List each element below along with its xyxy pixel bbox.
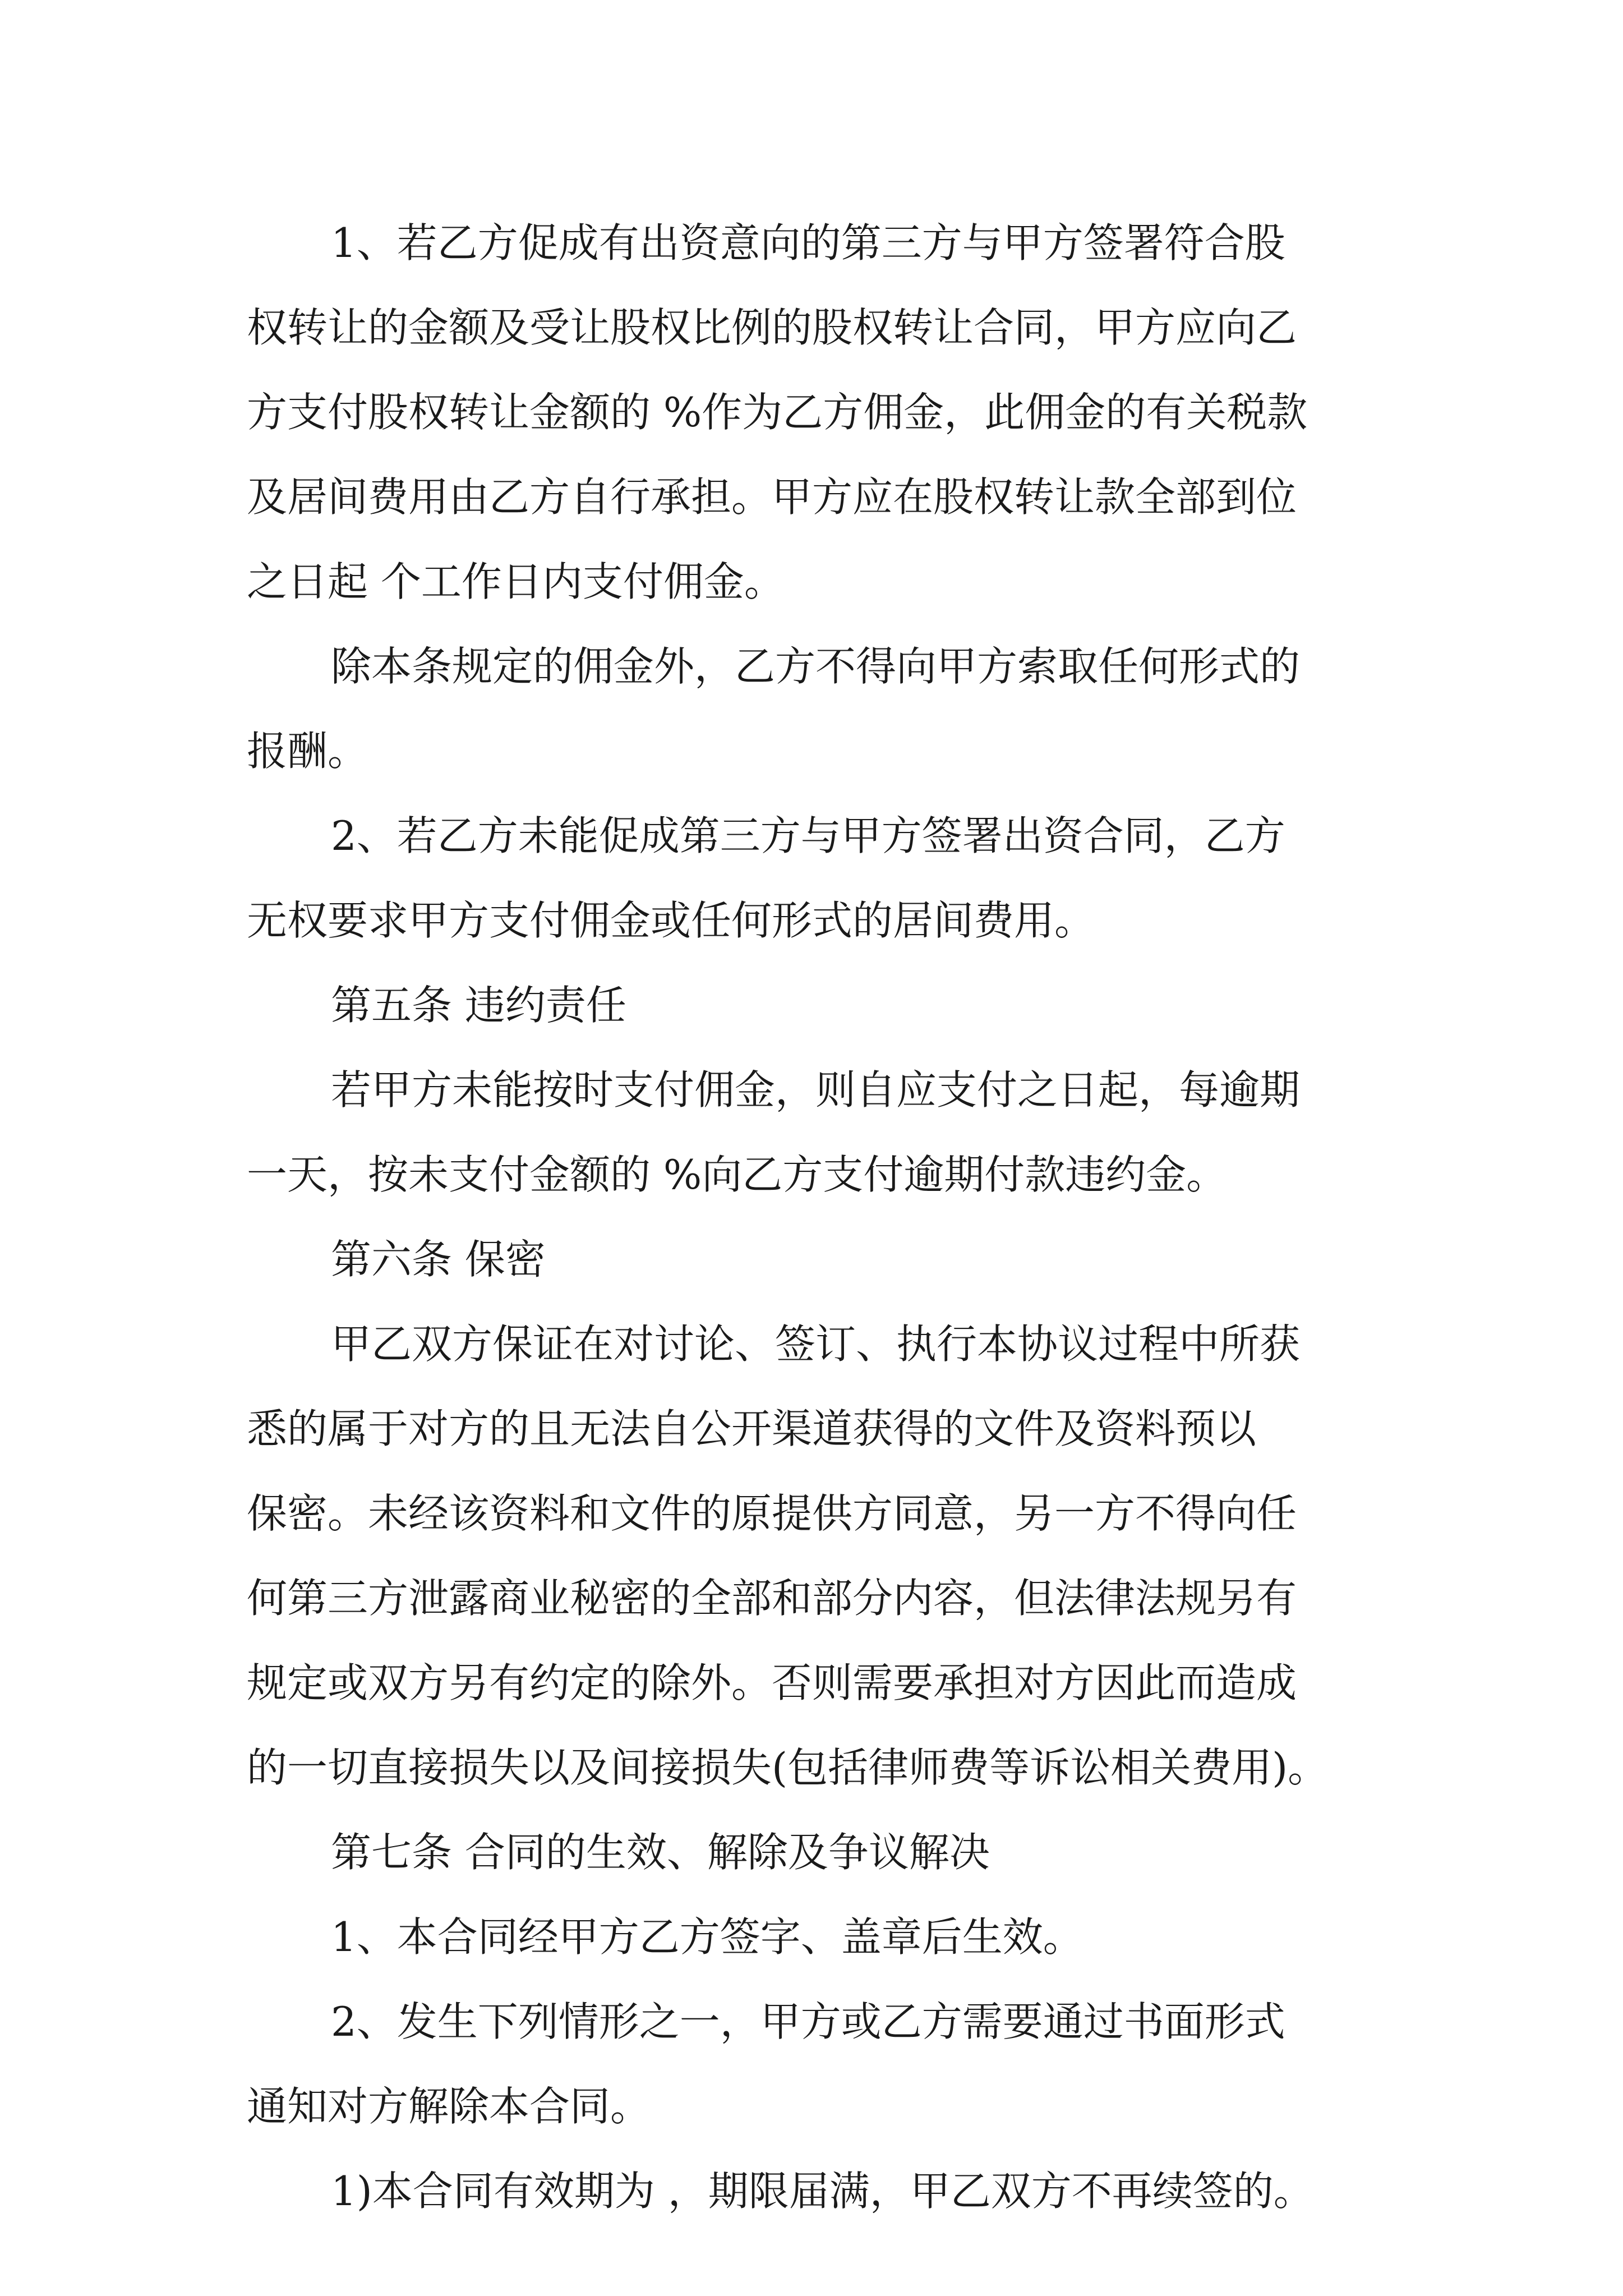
paragraph-effectiveness bbox=[247, 1895, 1380, 1980]
section-heading-article-5 bbox=[247, 963, 1380, 1048]
section-heading: 第七条 合同的生效、解除及争议解决 bbox=[331, 1829, 990, 1876]
text-line: 的一切直接损失以及间接损失(包括律师费等诉讼相关费用)。 bbox=[247, 1744, 1329, 1791]
text-line: 1、本合同经甲方乙方签字、盖章后生效。 bbox=[331, 1913, 1083, 1961]
section-heading: 第五条 违约责任 bbox=[331, 982, 626, 1029]
text-line: 无权要求甲方支付佣金或任何形式的居间费用。 bbox=[247, 897, 1095, 944]
text-line: 悉的属于对方的且无法自公开渠道获得的文件及资料预以 bbox=[247, 1405, 1257, 1452]
document-page bbox=[247, 201, 1380, 2234]
text-line: 一天，按未支付金额的 %向乙方支付逾期付款违约金。 bbox=[247, 1151, 1227, 1198]
text-line: 规定或双方另有约定的除外。否则需要承担对方因此而造成 bbox=[247, 1659, 1297, 1706]
paragraph-termination-conditions bbox=[247, 1980, 1380, 2149]
text-line: 方支付股权转让金额的 %作为乙方佣金，此佣金的有关税款 bbox=[247, 389, 1308, 436]
text-line: 若甲方未能按时支付佣金，则自应支付之日起，每逾期 bbox=[331, 1066, 1301, 1114]
text-line: 2、发生下列情形之一，甲方或乙方需要通过书面形式 bbox=[331, 1998, 1285, 2045]
text-line: 权转让的金额及受让股权比例的股权转让合同，甲方应向乙 bbox=[247, 304, 1297, 351]
text-line: 1、若乙方促成有出资意向的第三方与甲方签署符合股 bbox=[331, 219, 1285, 266]
paragraph-term-expiry bbox=[247, 2149, 1380, 2234]
text-line: 保密。未经该资料和文件的原提供方同意，另一方不得向任 bbox=[247, 1490, 1297, 1537]
text-line: 报酬。 bbox=[247, 728, 368, 775]
text-line: 2、若乙方未能促成第三方与甲方签署出资合同，乙方 bbox=[331, 812, 1285, 859]
paragraph-no-other-remuneration bbox=[247, 624, 1380, 794]
section-heading-article-7 bbox=[247, 1810, 1380, 1895]
text-line: 之日起 个工作日内支付佣金。 bbox=[247, 558, 785, 605]
paragraph-confidentiality bbox=[247, 1302, 1380, 1810]
text-line: 及居间费用由乙方自行承担。甲方应在股权转让款全部到位 bbox=[247, 473, 1297, 521]
paragraph-late-payment-penalty bbox=[247, 1048, 1380, 1217]
text-line: 何第三方泄露商业秘密的全部和部分内容，但法律法规另有 bbox=[247, 1575, 1297, 1622]
text-line: 除本条规定的佣金外，乙方不得向甲方索取任何形式的 bbox=[331, 643, 1301, 690]
paragraph-commission-clause bbox=[247, 201, 1380, 624]
section-heading-article-6 bbox=[247, 1217, 1380, 1302]
text-line: 甲乙双方保证在对讨论、签订、执行本协议过程中所获 bbox=[331, 1320, 1301, 1368]
text-line: 通知对方解除本合同。 bbox=[247, 2083, 651, 2130]
paragraph-no-commission-if-failed bbox=[247, 794, 1380, 963]
section-heading: 第六条 保密 bbox=[331, 1236, 546, 1283]
text-line: 1)本合同有效期为 ，期限届满，甲乙双方不再续签的。 bbox=[331, 2168, 1314, 2215]
